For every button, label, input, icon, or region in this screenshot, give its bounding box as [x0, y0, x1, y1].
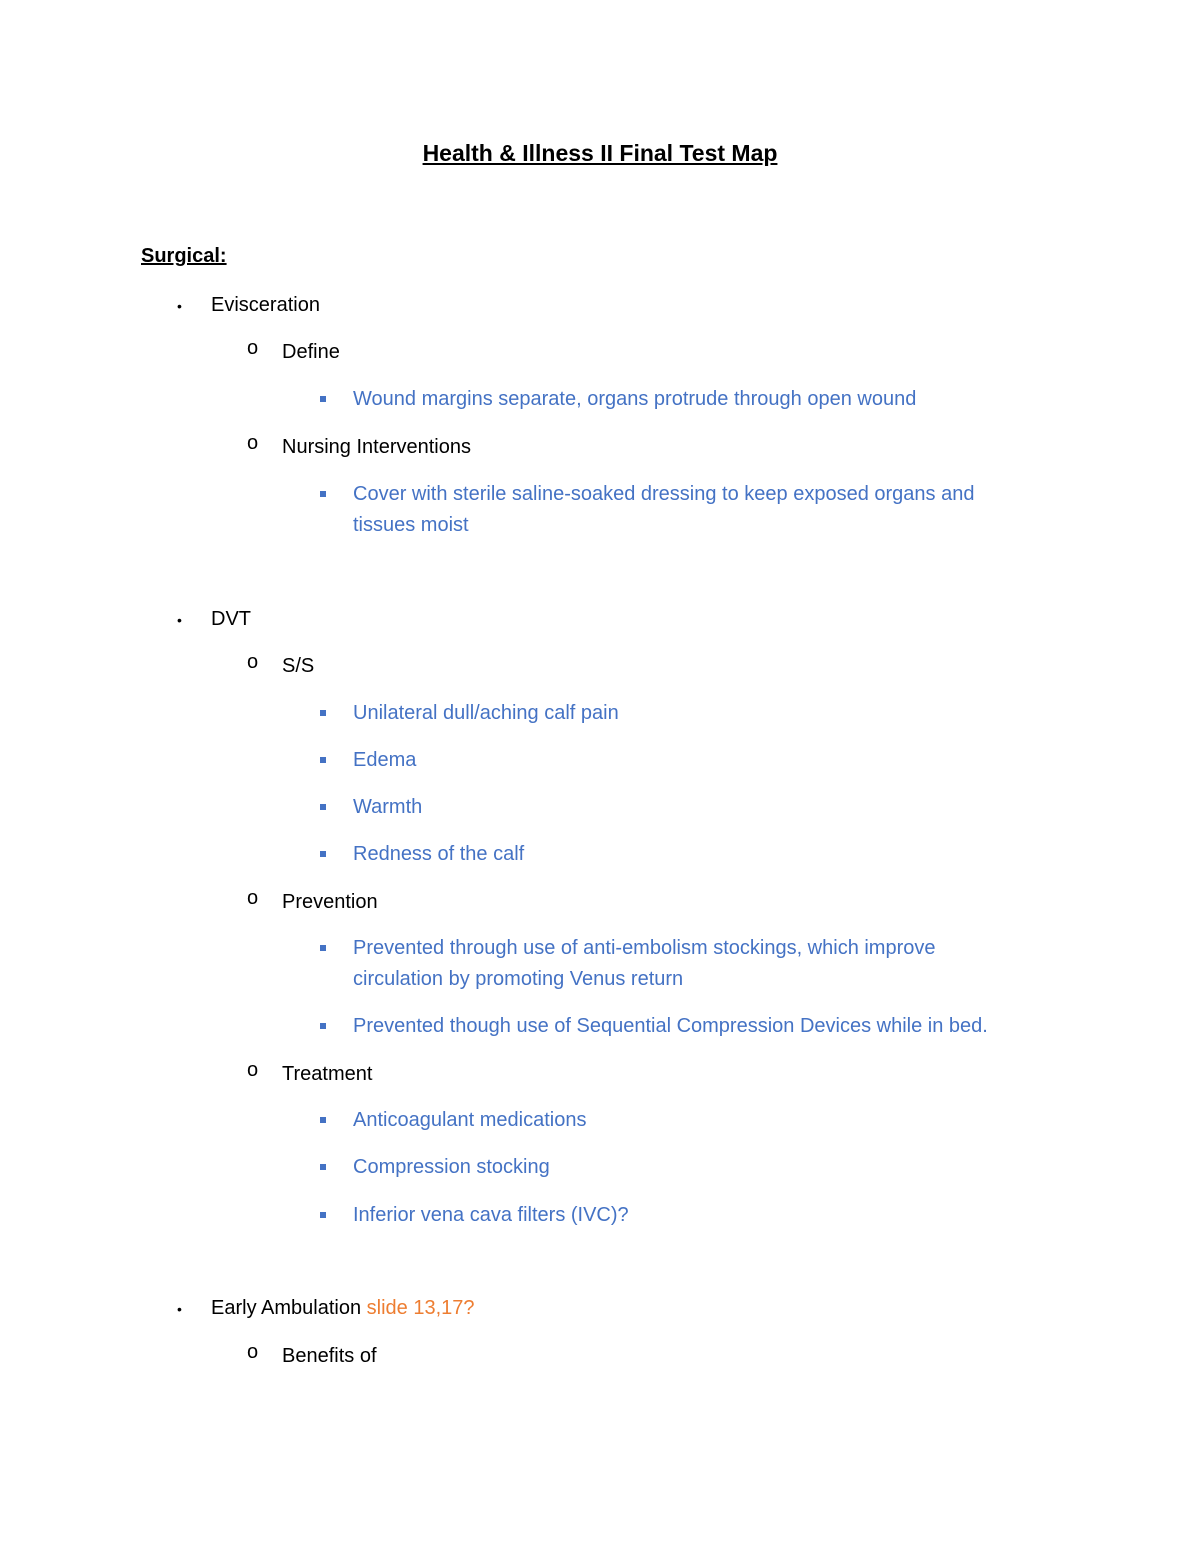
square-bullet-icon	[320, 804, 326, 810]
circle-bullet-icon: o	[247, 887, 259, 909]
list-item: Unilateral dull/aching calf pain	[353, 702, 619, 724]
circle-bullet-icon: o	[247, 1341, 259, 1363]
square-bullet-icon	[320, 710, 326, 716]
square-bullet-icon	[320, 396, 326, 402]
circle-bullet-icon: o	[247, 337, 259, 359]
list-item: Inferior vena cava filters (IVC)?	[353, 1204, 629, 1226]
list-item: Anticoagulant medications	[353, 1109, 587, 1131]
list-item-continuation: tissues moist	[353, 514, 469, 536]
topic-early-ambulation-label: Early Ambulation	[211, 1297, 362, 1319]
document-title: Health & Illness II Final Test Map	[422, 140, 778, 166]
list-item-continuation: circulation by promoting Venus return	[353, 968, 684, 990]
list-item: Prevented through use of anti-embolism stockings, which improve	[353, 937, 936, 959]
topic-dvt: DVT	[211, 608, 251, 630]
square-bullet-icon	[320, 1164, 326, 1170]
square-bullet-icon	[320, 1023, 326, 1029]
topic-evisceration: Evisceration	[211, 294, 320, 316]
subtopic-define: Define	[282, 341, 340, 363]
subtopic-ss: S/S	[282, 655, 315, 677]
subtopic-benefits-of: Benefits of	[282, 1345, 377, 1367]
list-item: Prevented though use of Sequential Compression Devices while in bed.	[353, 1015, 988, 1037]
square-bullet-icon	[320, 757, 326, 763]
bullet-icon: •	[177, 1301, 182, 1317]
square-bullet-icon	[320, 1212, 326, 1218]
square-bullet-icon	[320, 851, 326, 857]
circle-bullet-icon: o	[247, 651, 259, 673]
section-heading-surgical: Surgical:	[141, 245, 227, 267]
list-item: Wound margins separate, organs protrude through open wound	[353, 388, 917, 410]
list-item: Redness of the calf	[353, 843, 525, 865]
circle-bullet-icon: o	[247, 432, 259, 454]
subtopic-nursing-interventions: Nursing Interventions	[282, 436, 471, 458]
list-item: Edema	[353, 749, 417, 771]
square-bullet-icon	[320, 1117, 326, 1123]
topic-early-ambulation	[211, 1293, 475, 1324]
list-item: Warmth	[353, 796, 423, 818]
list-item: Cover with sterile saline-soaked dressing to keep exposed organs and	[353, 483, 975, 505]
subtopic-prevention: Prevention	[282, 891, 378, 913]
square-bullet-icon	[320, 491, 326, 497]
circle-bullet-icon: o	[247, 1059, 259, 1081]
square-bullet-icon	[320, 945, 326, 951]
list-item: Compression stocking	[353, 1156, 550, 1178]
bullet-icon: •	[177, 612, 182, 628]
slide-reference-note: slide 13,17?	[366, 1297, 475, 1319]
subtopic-treatment: Treatment	[282, 1063, 373, 1085]
bullet-icon: •	[177, 298, 182, 314]
